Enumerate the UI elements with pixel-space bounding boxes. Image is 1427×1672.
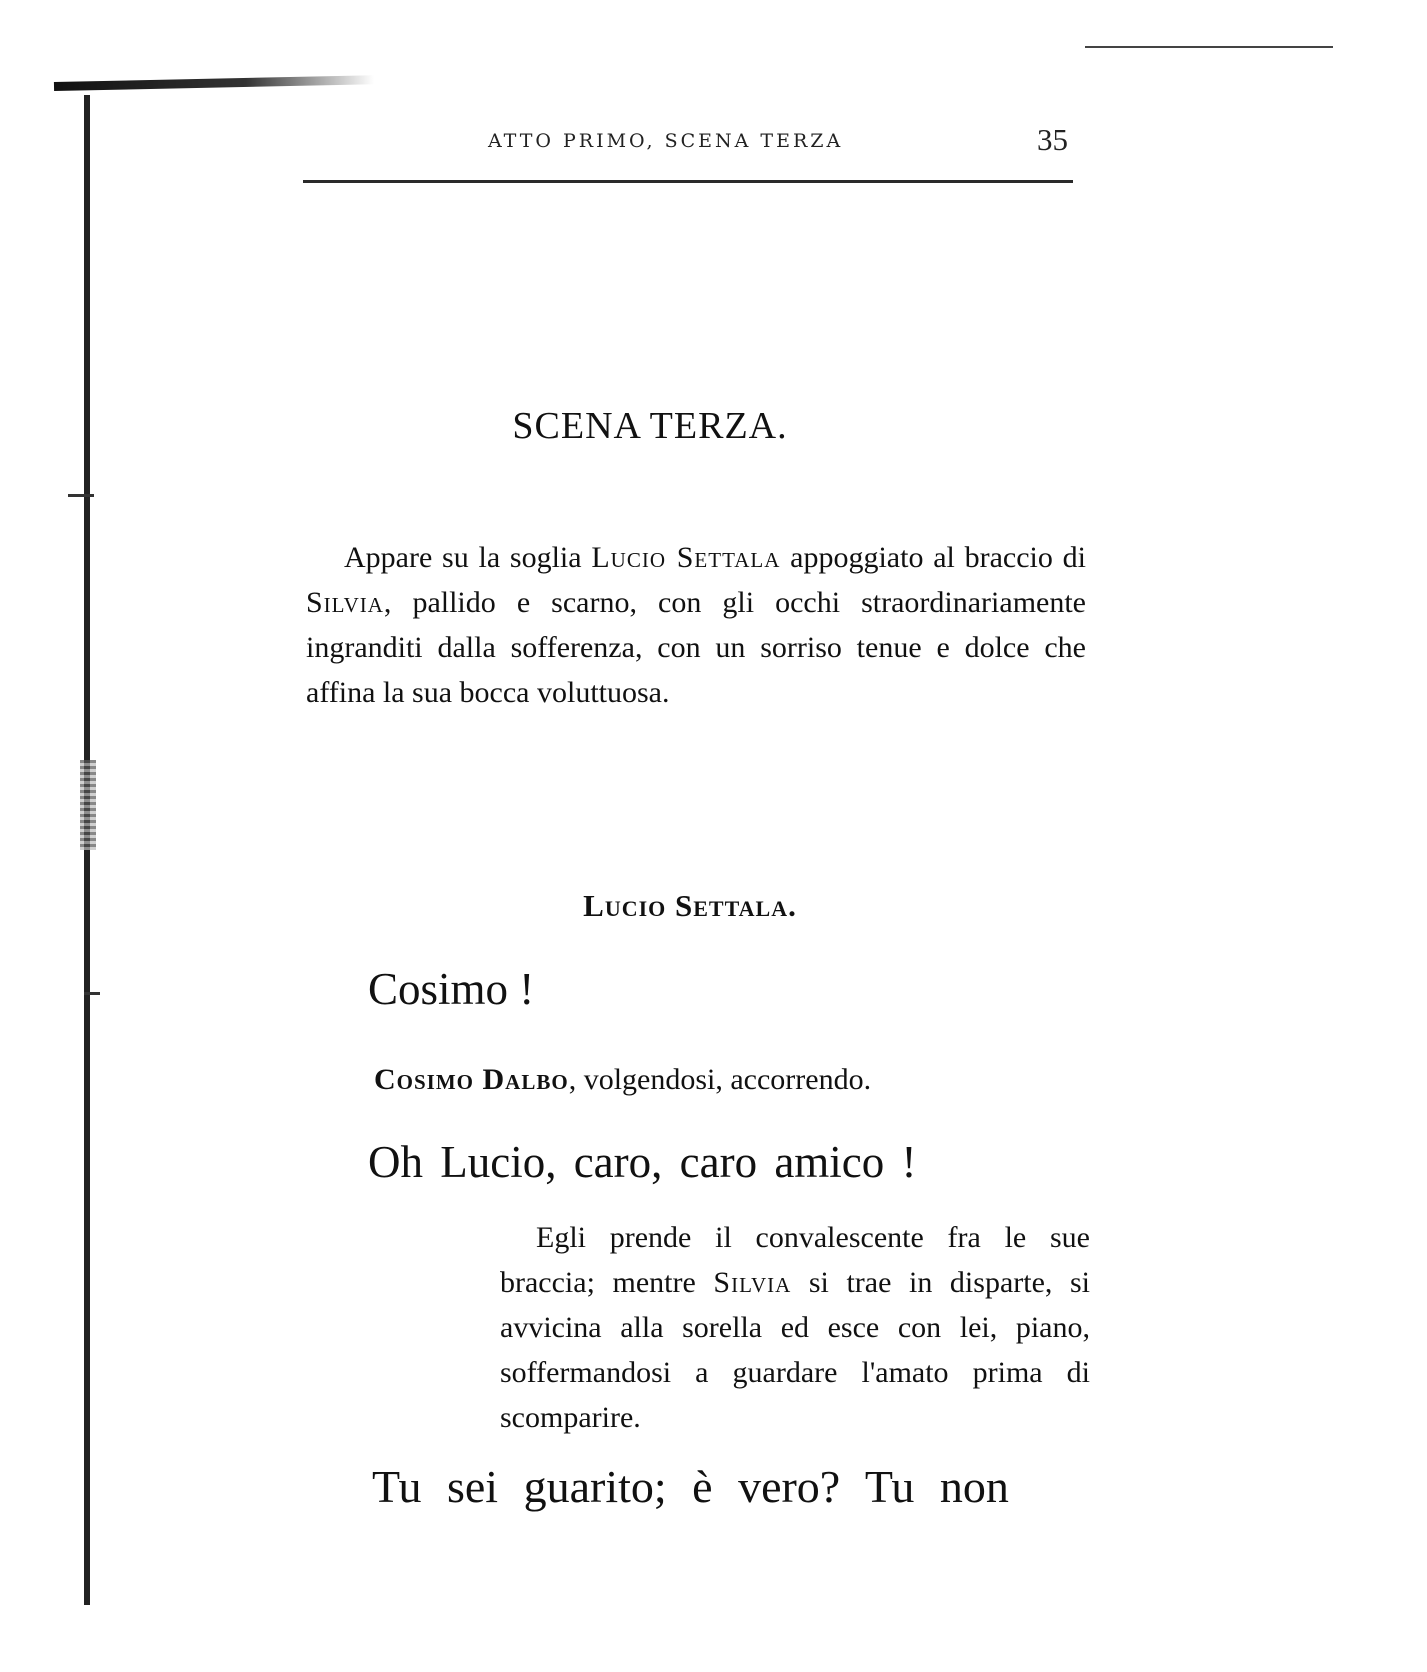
stage-direction-text: , pallido e scarno, con gli occhi straordinariamente ingranditi dalla sofferenza, con un sorriso tenue e dolce che affina la sua bocca voluttuosa. bbox=[306, 586, 1086, 709]
stage-direction-text: si trae in disparte, si avvicina alla sorella ed esce con lei, piano, soffermandosi a guardare l'amato prima di scomparire. bbox=[500, 1266, 1090, 1434]
dialogue-line: Oh Lucio, caro, caro amico ! bbox=[368, 1137, 917, 1187]
page-number: 35 bbox=[1037, 122, 1068, 157]
running-head: ATTO PRIMO, SCENA TERZA bbox=[488, 130, 844, 152]
scan-binding-edge bbox=[84, 95, 90, 1605]
speaker-direction: , volgendosi, accorrendo. bbox=[568, 1063, 872, 1096]
scan-edge-line bbox=[1085, 46, 1333, 48]
header-rule bbox=[303, 180, 1073, 183]
scan-binding-edge-top bbox=[54, 75, 374, 91]
scan-smudge bbox=[80, 760, 96, 850]
scene-title: SCENA TERZA. bbox=[512, 405, 788, 447]
dialogue-line: Cosimo ! bbox=[368, 964, 535, 1014]
character-name: Silvia bbox=[306, 586, 384, 619]
stage-direction-text: Appare su la soglia bbox=[344, 541, 592, 574]
stage-direction-text: Egli prende il convalescente fra le sue braccia; mentre bbox=[500, 1221, 1090, 1299]
speaker-heading: Lucio Settala. bbox=[583, 888, 797, 923]
character-name: Cosimo Dalbo bbox=[374, 1063, 569, 1096]
speaker-heading bbox=[374, 1063, 871, 1097]
scan-mark bbox=[84, 992, 100, 995]
stage-direction bbox=[306, 535, 1086, 715]
character-name: Lucio Settala bbox=[591, 541, 781, 574]
stage-direction bbox=[500, 1215, 1090, 1440]
page-header bbox=[303, 122, 1073, 162]
scan-mark bbox=[68, 494, 94, 497]
dialogue-line: Tu sei guarito; è vero? Tu non bbox=[372, 1461, 1009, 1512]
stage-direction-text: appoggiato al braccio di bbox=[780, 541, 1086, 574]
character-name: Silvia bbox=[713, 1266, 792, 1299]
